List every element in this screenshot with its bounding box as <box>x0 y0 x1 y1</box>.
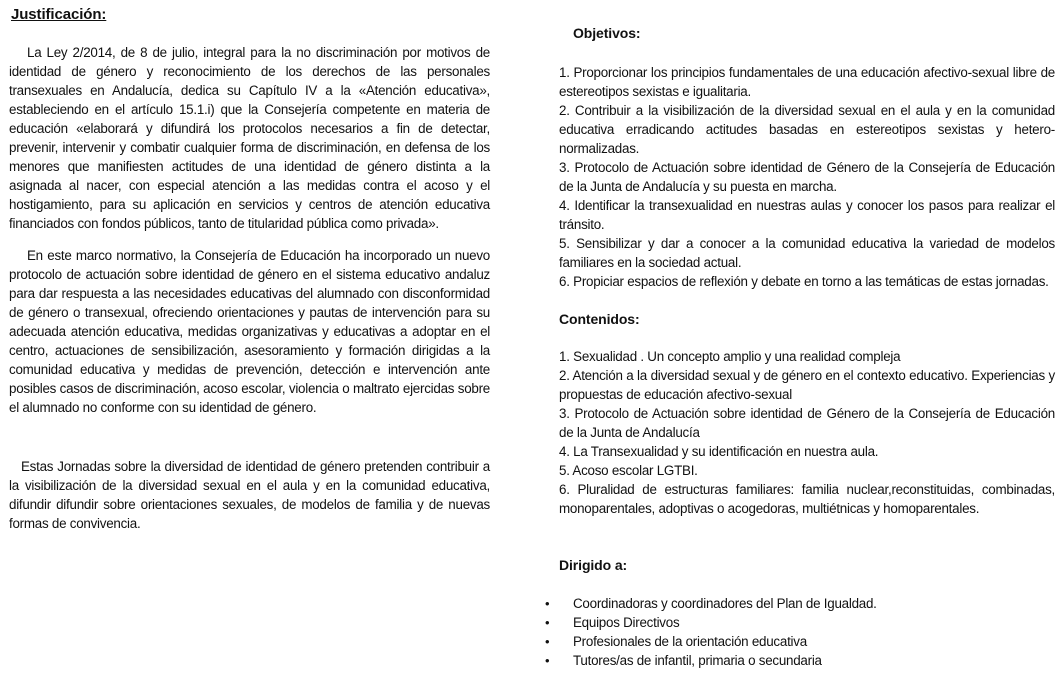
contenido-item-6: 6. Pluralidad de estructuras familiares: familia nuclear,reconstituidas, combinadas, monoparentales, adoptivas o acogedoras, multiétnicas y homoparentales. <box>559 482 1055 516</box>
bullet-icon: • <box>545 596 550 611</box>
contenido-item-4: 4. La Transexualidad y su identificación en nuestra aula. <box>559 444 879 459</box>
dirigido-list <box>545 594 1045 670</box>
justificacion-paragraph-2: En este marco normativo, la Consejería de Educación ha incorporado un nuevo protocolo de actuación sobre identidad de género en el sistema educativo andaluz para dar respuesta a las necesidades educativas del alumnado con disconformidad de género o transexual, ofreciendo orientaciones y pautas de intervención para su adecuada atención educativa, medidas organizativas y educativas a adoptar en el centro, actuaciones de sensibilización, asesoramiento y formación dirigidas a la comunidad educativa y medidas de prevención, detección e intervención ante posibles casos de discriminación, acoso escolar, violencia o maltrato ejercidas sobre el alumnado no conforme con su identidad de género. <box>9 248 490 415</box>
dirigido-item-label: Coordinadoras y coordinadores del Plan de Igualdad. <box>573 596 877 611</box>
dirigido-heading: Dirigido a: <box>559 557 628 573</box>
contenido-item-2: 2. Atención a la diversidad sexual y de género en el contexto educativo. Experiencias y propuestas de educación afectivo-sexual <box>559 368 1055 402</box>
bullet-icon: • <box>545 653 550 668</box>
dirigido-item <box>545 651 1045 670</box>
objetivo-item-4: 4. Identificar la transexualidad en nuestras aulas y conocer los pasos para realizar el tránsito. <box>559 198 1055 232</box>
objetivo-item-2: 2. Contribuir a la visibilización de la diversidad sexual en el aula y en la comunidad educativa erradicando actitudes basadas en estereotipos sexistas y hetero-normalizadas. <box>559 103 1055 156</box>
dirigido-item-label: Equipos Directivos <box>573 615 680 630</box>
contenido-item-3: 3. Protocolo de Actuación sobre identidad de Género de la Consejería de Educación de la Junta de Andalucía <box>559 406 1055 440</box>
justificacion-heading: Justificación: <box>11 6 107 23</box>
contenido-item-5: 5. Acoso escolar LGTBI. <box>559 463 698 478</box>
objetivos-heading: Objetivos: <box>573 25 641 41</box>
contenidos-list <box>559 347 1055 518</box>
objetivo-item-1: 1. Proporcionar los principios fundamentales de una educación afectivo-sexual libre de estereotipos sexistas e igualitaria. <box>559 65 1055 99</box>
justificacion-paragraph-1: La Ley 2/2014, de 8 de julio, integral para la no discriminación por motivos de identidad de género y reconocimiento de los derechos de las personales transexuales en Andalucía, dedica su Capítulo IV a la «Atención educativa», estableciendo en el artículo 15.1.i) que la Consejería competente en materia de educación «elaborará y difundirá los protocolos necesarios a fin de detectar, prevenir, intervenir y combatir cualquier forma de discriminación, en defensa de los menores que manifiesten actitudes de una identidad de género distinta a la asignada al nacer, con especial atención a las medidas contra el acoso y el hostigamiento, para su aplicación en servicios y centros de atención educativa financiados con fondos públicos, tanto de titularidad pública como privada». <box>9 45 490 231</box>
contenido-item-1: 1. Sexualidad . Un concepto amplio y una realidad compleja <box>559 349 901 364</box>
justificacion-paragraph-3: Estas Jornadas sobre la diversidad de identidad de género pretenden contribuir a la visibilización de la diversidad sexual en el aula y en la comunidad educativa, difundir difundir sobre orientaciones sexuales, de modelos de familia y de nuevas formas de convivencia. <box>9 459 490 531</box>
dirigido-item-label: Profesionales de la orientación educativa <box>573 634 807 649</box>
objetivo-item-5: 5. Sensibilizar y dar a conocer a la comunidad educativa la variedad de modelos familiares en la sociedad actual. <box>559 236 1055 270</box>
bullet-icon: • <box>545 615 550 630</box>
bullet-icon: • <box>545 634 550 649</box>
contenidos-heading: Contenidos: <box>559 311 640 327</box>
dirigido-item <box>545 632 1045 651</box>
dirigido-item <box>545 594 1045 613</box>
objetivo-item-6: 6. Propiciar espacios de reflexión y debate en torno a las temáticas de estas jornadas. <box>559 274 1049 289</box>
dirigido-item-label: Tutores/as de infantil, primaria o secundaria <box>573 653 822 668</box>
dirigido-item <box>545 613 1045 632</box>
objetivo-item-3: 3. Protocolo de Actuación sobre identidad de Género de la Consejería de Educación de la Junta de Andalucía y su puesta en marcha. <box>559 160 1055 194</box>
objetivos-list <box>559 63 1055 291</box>
